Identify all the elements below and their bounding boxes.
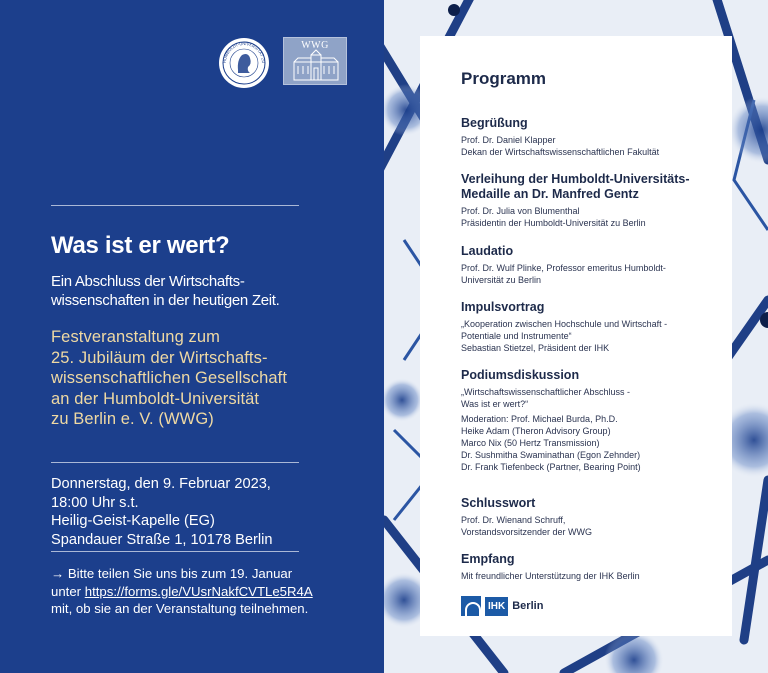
- rsvp-note: [51, 565, 361, 618]
- festival-line: an der Humboldt-Universität: [51, 389, 260, 408]
- detail-line: Was ist er wert?“: [461, 399, 529, 409]
- program-item-heading: Impulsvortrag: [461, 300, 545, 314]
- event-time: 18:00 Uhr s.t.: [51, 494, 139, 511]
- event-venue: Heilig-Geist-Kapelle (EG): [51, 513, 215, 529]
- program-item-schlusswort: [461, 496, 721, 538]
- divider: [51, 551, 299, 552]
- seal-icon: [221, 40, 267, 86]
- program-title: Programm: [461, 69, 547, 88]
- detail-line: „Wirtschaftswissenschaftlicher Abschluss -: [461, 387, 631, 397]
- panel-participants: [461, 413, 721, 473]
- heading-line: Medaille an Dr. Manfred Gentz: [461, 187, 639, 201]
- program-item-heading: Podiumsdiskussion: [461, 368, 580, 382]
- detail-line: Potentiale und Instrumente“: [461, 331, 572, 341]
- program-item-begruessung: [461, 116, 721, 158]
- detail-line: Prof. Dr. Daniel Klapper: [461, 135, 556, 145]
- rsvp-form-link[interactable]: https://forms.gle/VUsrNakfCVTLe5R4A: [84, 583, 313, 599]
- program-card: [420, 36, 732, 636]
- rsvp-line: mit, ob sie an der Veranstaltung teilnehmen.: [51, 601, 309, 616]
- building-icon: [284, 38, 348, 86]
- festival-line: 25. Jubiläum der Wirtschafts-: [51, 348, 268, 367]
- detail-line: Mit freundlicher Unterstützung der IHK Berlin: [461, 571, 640, 581]
- ihk-berlin-logo: [461, 596, 543, 616]
- heading-line: Verleihung der Humboldt-Universitäts-: [461, 172, 690, 186]
- festival-line: zu Berlin e. V. (WWG): [51, 410, 214, 428]
- program-item-impulsvortrag: [461, 300, 721, 354]
- page-title: Was ist er wert?: [51, 232, 230, 259]
- program-item-verleihung: [461, 172, 721, 229]
- program-item-empfang: [461, 552, 721, 582]
- divider: [51, 205, 299, 206]
- program-item-details: [461, 318, 721, 354]
- festival-line: wissenschaftlichen Gesellschaft: [51, 369, 288, 387]
- program-item-details: [461, 570, 721, 582]
- program-item-laudatio: [461, 244, 721, 286]
- event-date: Donnerstag, den 9. Februar 2023,: [51, 476, 271, 492]
- subtitle: [51, 272, 351, 310]
- detail-line: Universität zu Berlin: [461, 275, 542, 285]
- participant: Dr. Frank Tiefenbeck (Partner, Bearing Point): [461, 462, 641, 472]
- event-details: [51, 475, 351, 549]
- detail-line: Prof. Dr. Wienand Schruff,: [461, 515, 566, 525]
- humboldt-university-seal: [219, 38, 269, 88]
- seal-text: HUMBOLDT-UNIVERSITÄT ZU: [221, 40, 267, 64]
- ihk-arch-icon: [461, 596, 481, 616]
- participant: Heike Adam (Theron Advisory Group): [461, 426, 611, 436]
- wwg-logo-text: WWG: [301, 40, 329, 51]
- subtitle-line: Ein Abschluss der Wirtschafts-: [51, 273, 245, 290]
- participant: Dr. Sushmitha Swaminathan (Egon Zehnder): [461, 450, 641, 460]
- ihk-logo-word: IHK: [485, 597, 508, 616]
- rsvp-line: → Bitte teilen Sie uns bis zum 19. Januar: [51, 566, 293, 581]
- detail-line: Vorstandsvorsitzender der WWG: [461, 527, 593, 537]
- subtitle-line: wissenschaften in der heutigen Zeit.: [51, 292, 280, 309]
- program-item-heading: Laudatio: [461, 244, 514, 258]
- program-item-heading: Schlusswort: [461, 496, 536, 510]
- program-item-details: [461, 386, 721, 410]
- detail-line: Dekan der Wirtschaftswissenschaftlichen Fakultät: [461, 147, 660, 157]
- detail-line: „Kooperation zwischen Hochschule und Wirtschaft -: [461, 319, 668, 329]
- divider: [51, 462, 299, 463]
- detail-line: Präsidentin der Humboldt-Universität zu Berlin: [461, 218, 646, 228]
- program-item-details: [461, 514, 721, 538]
- ihk-logo-city: Berlin: [512, 600, 544, 612]
- rsvp-line: [51, 583, 361, 601]
- festival-line: Festveranstaltung zum: [51, 328, 221, 346]
- participant: Moderation: Prof. Michael Burda, Ph.D.: [461, 414, 618, 424]
- program-item-podiumsdiskussion: [461, 368, 721, 473]
- program-item-details: [461, 205, 721, 229]
- program-item-details: [461, 134, 721, 158]
- event-address: Spandauer Straße 1, 10178 Berlin: [51, 531, 273, 548]
- program-item-heading: Begrüßung: [461, 116, 528, 130]
- program-item-heading: [461, 172, 721, 202]
- festival-description: [51, 327, 351, 430]
- rsvp-prefix: unter: [51, 583, 82, 599]
- detail-line: Prof. Dr. Wulf Plinke, Professor emeritus Humboldt-: [461, 263, 666, 273]
- program-item-details: [461, 262, 721, 286]
- participant: Marco Nix (50 Hertz Transmission): [461, 438, 600, 448]
- program-item-heading: Empfang: [461, 552, 515, 566]
- detail-line: Sebastian Stietzel, Präsident der IHK: [461, 343, 610, 353]
- wwg-logo: [283, 37, 347, 85]
- detail-line: Prof. Dr. Julia von Blumenthal: [461, 206, 580, 216]
